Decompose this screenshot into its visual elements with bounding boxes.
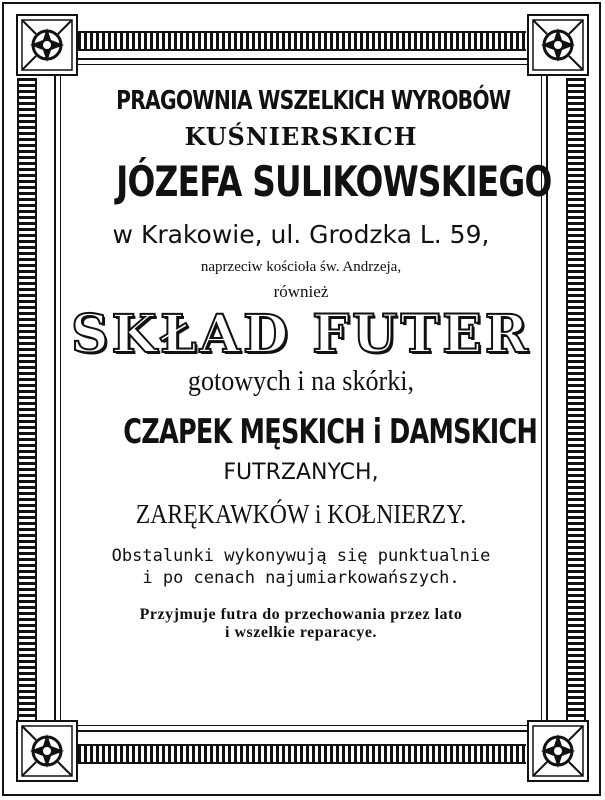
ornamental-border-left (17, 78, 37, 728)
corner-ornament-icon (16, 14, 78, 76)
ornamental-border-right (566, 78, 586, 728)
prices-line: i po cenach najumiarkowańszych. (142, 568, 460, 588)
address-line: w Krakowie, ul. Grodzka L. 59, (112, 220, 490, 249)
fur-line: FUTRZANYCH, (223, 460, 379, 485)
ornamental-border-top (78, 31, 526, 51)
hats-heading: CZAPEK MĘSKICH i DAMSKICH (123, 412, 538, 452)
orders-line: Obstalunki wykonywują się punktualnie (111, 546, 491, 566)
advertisement-text (64, 78, 552, 642)
trade-name: KUŚNIERSKICH (184, 122, 418, 151)
corner-ornament-icon (527, 14, 589, 76)
ornamental-border-bottom (78, 744, 526, 764)
business-heading: PRAGOWNIA WSZELKICH WYROBÓW (116, 86, 511, 116)
owner-name: JÓZEFA SULIKOWSKIEGO (116, 157, 552, 206)
also-word: również (273, 282, 329, 301)
storage-line: Przyjmuje futra do przechowania przez lato (139, 606, 463, 623)
fur-store-heading: SKŁAD FUTER (70, 304, 532, 365)
corner-ornament-icon (527, 720, 589, 782)
location-note: naprzeciw kościoła św. Andrzeja, (200, 259, 402, 275)
ready-made-line: gotowych i na skórki, (187, 365, 415, 397)
corner-ornament-icon (16, 720, 78, 782)
muffs-collars-line: ZARĘKAWKÓW i KOŁNIERZY. (135, 499, 467, 529)
repairs-line: i wszelkie reparacye. (225, 624, 377, 641)
